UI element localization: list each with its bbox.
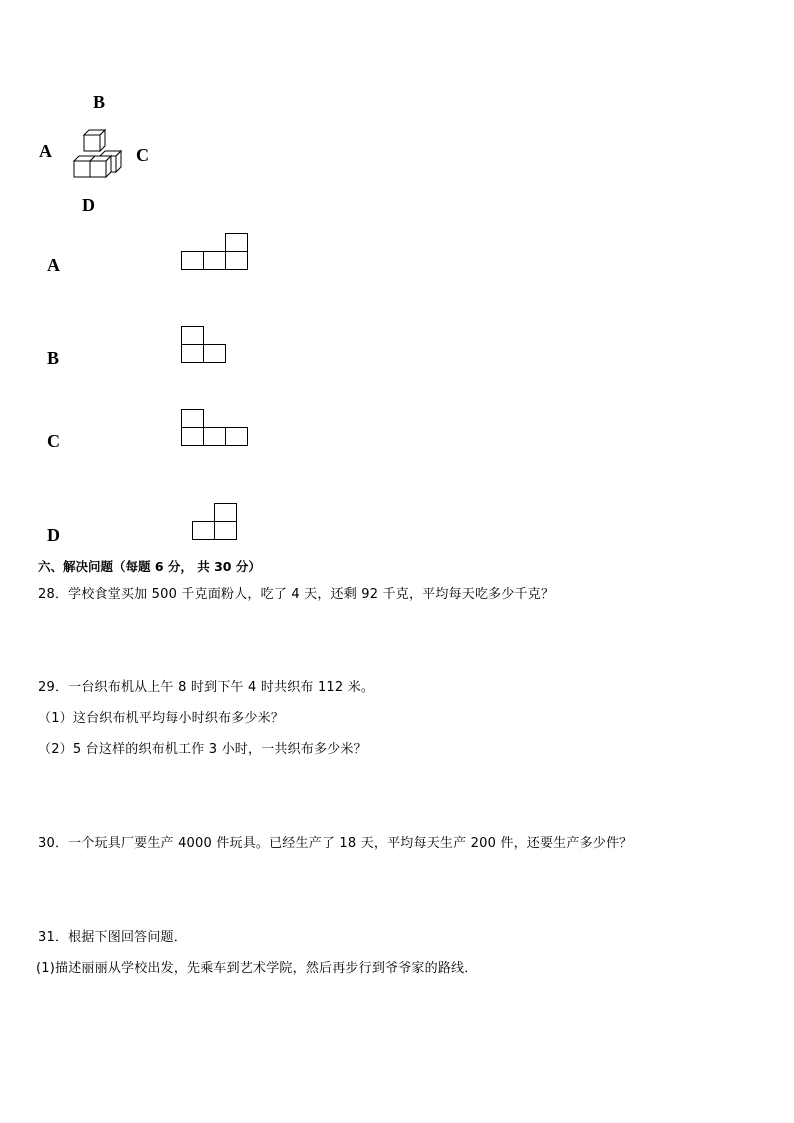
option-a-label: A — [47, 255, 60, 275]
option-c-view — [181, 408, 251, 448]
view-label-a: A — [39, 141, 52, 161]
view-label-b: B — [93, 92, 106, 112]
question-31: 31．根据下图回答问题． — [38, 930, 187, 945]
question-29: 29．一台织布机从上午 8 时到下午 4 时共织布 112 米。 — [38, 680, 375, 695]
question-31-part-1: (1)描述丽丽从学校出发，先乘车到艺术学院，然后再步行到爷爷家的路线． — [36, 961, 478, 976]
cube-stack-figure — [70, 125, 122, 181]
view-label-c: C — [136, 145, 149, 165]
question-28: 28．学校食堂买加 500 千克面粉人，吃了 4 天，还剩 92 千克，平均每天吃多少千克？ — [38, 587, 555, 602]
option-d-label: D — [47, 525, 60, 545]
option-b-view — [181, 325, 229, 365]
option-d-view — [192, 502, 240, 542]
option-c-label: C — [47, 431, 60, 451]
section-title: 六、解决问题（每题 6 分， 共 30 分） — [38, 559, 261, 574]
view-label-d: D — [82, 195, 95, 215]
option-a-view — [181, 232, 251, 272]
question-29-part-2: （2）5 台这样的织布机工作 3 小时，一共织布多少米？ — [38, 742, 367, 757]
question-29-part-1: （1）这台织布机平均每小时织布多少米？ — [38, 711, 285, 726]
option-b-label: B — [47, 348, 60, 368]
question-30: 30．一个玩具厂要生产 4000 件玩具。已经生产了 18 天，平均每天生产 200 件，还要生产多少件？ — [38, 836, 633, 851]
